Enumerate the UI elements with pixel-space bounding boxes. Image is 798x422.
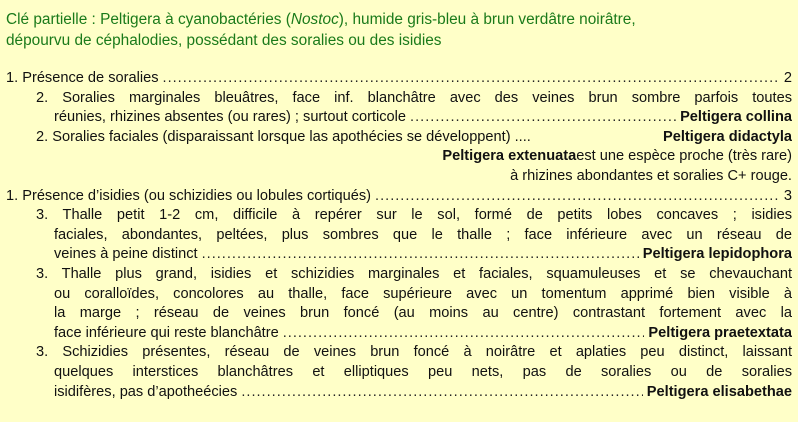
couplet-1a-ref: 2 [783, 70, 792, 86]
couplet-3b-line-1: 3. Thalle plus grand, isidies et schizidies marginales et faciales, squamuleuses et se chevauchant [36, 265, 792, 282]
couplet-1a-text: 1. Présence de soralies [6, 70, 159, 86]
couplet-2a-line-1: 2. Soralies marginales bleuâtres, face inf. blanchâtre avec des veines brun sombre parfois toutes [36, 89, 792, 106]
key-header [6, 9, 792, 51]
couplet-2b [6, 128, 792, 148]
leader-dots [283, 324, 645, 344]
couplet-1b-text: 1. Présence d’isidies (ou schizidies ou lobules cortiqués) [6, 187, 372, 204]
couplet-1a [6, 69, 792, 89]
couplet-3c-line-3 [6, 383, 792, 403]
header-nostoc: Nostoc [290, 11, 339, 28]
couplet-3c-text: isidifères, pas d’apotheécies [54, 383, 238, 400]
couplet-3b-text: face inférieure qui reste blanchâtre [54, 324, 279, 341]
couplet-3b-line-4 [6, 324, 792, 344]
species-lepidophora: Peltigera lepidophora [642, 246, 792, 263]
species-extenuata: Peltigera extenuata [442, 148, 577, 165]
couplet-2a-text: réunies, rhizines absentes (ou rares) ; surtout corticole [54, 109, 407, 126]
species-praetextata: Peltigera praetextata [648, 324, 792, 341]
couplet-3b-line-2: ou coralloïdes, concolores au thalle, face supérieure avec un tomentum apprimé bien visible à [54, 285, 792, 302]
couplet-1b-ref: 3 [783, 187, 792, 204]
leader-dots [163, 69, 780, 89]
header-line-1 [6, 9, 792, 30]
couplet-3b-line-3: la marge ; réseau de veines brun foncé (au moins au centre) contrastant fortement avec la [54, 305, 792, 322]
note-extenuata-text-1: est une espèce proche (très rare) [576, 148, 792, 165]
species-elisabethae: Peltigera elisabethae [646, 383, 792, 400]
leader-dots [202, 245, 639, 265]
leader-dots [375, 187, 780, 207]
note-extenuata-line-2 [6, 167, 792, 187]
couplet-1b [6, 187, 792, 207]
identification-key [6, 69, 792, 402]
species-didactyla: Peltigera didactyla [663, 128, 792, 145]
note-extenuata-line-1 [6, 147, 792, 167]
leader-dots [241, 383, 642, 403]
couplet-2b-text: 2. Soralies faciales (disparaissant lorsque las apothécies se développent) .... [36, 128, 531, 145]
couplet-3a-text: veines à peine distinct [54, 246, 198, 263]
header-line-1-pre: Clé partielle : Peltigera à cyanobactéries ( [6, 11, 291, 28]
couplet-3a-line-3 [6, 245, 792, 265]
couplet-3c-line-2: quelques interstices blanchâtres et elliptiques peu nets, pas de soralies ou de soralies [54, 363, 792, 380]
couplet-3a-line-1: 3. Thalle petit 1-2 cm, difficile à repérer sur le sol, formé de petits lobes concaves ; isidies [36, 207, 792, 224]
species-collina: Peltigera collina [680, 109, 792, 126]
couplet-2a-line-2 [6, 108, 792, 128]
header-line-1-post: ), humide gris-bleu à brun verdâtre noirâtre, [338, 11, 636, 28]
header-line-2: dépourvu de céphalodies, possédant des soralies ou des isidies [6, 32, 442, 49]
leader-dots [410, 108, 676, 128]
couplet-3c-line-1: 3. Schizidies présentes, réseau de veines brun foncé à noirâtre et aplaties peu distinct, laissant [36, 344, 792, 361]
couplet-3a-line-2: faciales, abondantes, peltées, plus sombres que le thalle ; face inférieure avec un réseau de [54, 226, 792, 243]
note-extenuata-text-2: à rhizines abondantes et soralies C+ rouge. [510, 167, 792, 184]
